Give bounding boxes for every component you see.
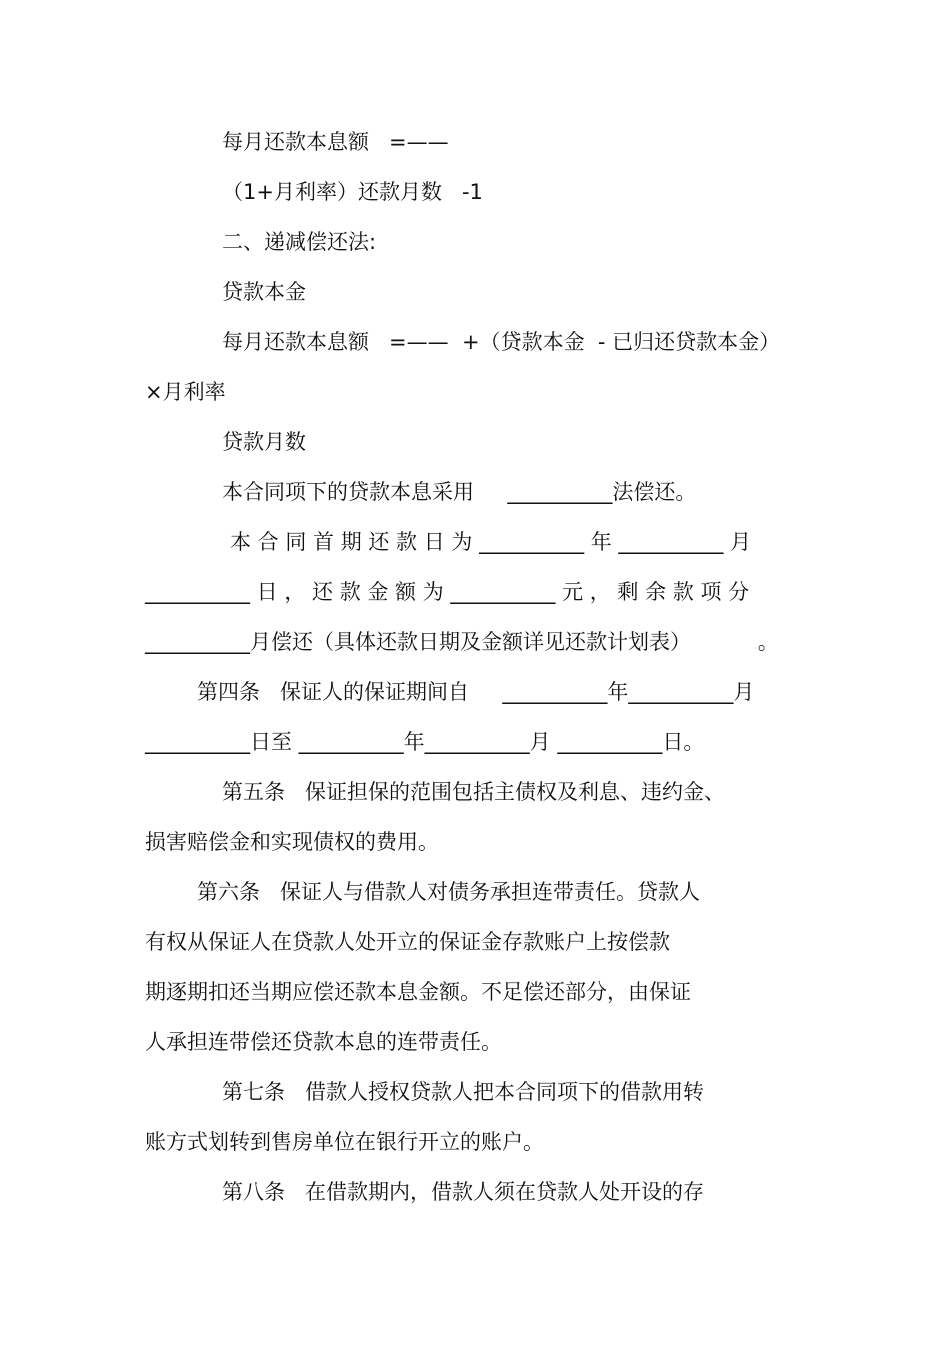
formula-line-3: 贷款本金 (222, 280, 306, 304)
formula-line-6: 贷款月数 (222, 430, 306, 454)
first-repayment-line-2: __________ 日 ， 还 款 金 额 为 __________ 元 ， 剩 余 款 项 分 (145, 580, 750, 604)
formula-line-1: 每月还款本息额 =—— (222, 130, 449, 154)
article-6-line-2: 有权从保证人在贷款人处开立的保证金存款账户上按偿款 (145, 930, 670, 954)
formula-line-2: （1+月利率）还款月数 -1 (222, 180, 483, 204)
article-7-line-1: 第七条 借款人授权贷款人把本合同项下的借款用转 (222, 1080, 705, 1104)
article-5-line-2: 损害赔偿金和实现债权的费用。 (145, 830, 439, 854)
repayment-method-line: 本合同项下的贷款本息采用 __________法偿还。 (222, 480, 697, 504)
formula-line-5: ×月利率 (145, 380, 226, 404)
article-4-line-1: 第四条 保证人的保证期间自 __________年__________月 (197, 680, 755, 704)
article-6-line-4: 人承担连带偿还贷款本息的连带责任。 (145, 1030, 502, 1054)
article-6-line-1: 第六条 保证人与借款人对债务承担连带责任。贷款人 (197, 880, 701, 904)
first-repayment-line-1: 本 合 同 首 期 还 款 日 为 __________ 年 __________ 月 (230, 530, 752, 554)
formula-line-4: 每月还款本息额 =—— +（贷款本金 - 已归还贷款本金） (222, 330, 781, 354)
first-repayment-line-3: __________月偿还（具体还款日期及金额详见还款计划表） 。 (145, 630, 779, 654)
article-8-line-1: 第八条 在借款期内，借款人须在贷款人处开设的存 (222, 1180, 705, 1204)
article-4-line-2: __________日至 __________年__________月 __________日。 (145, 730, 705, 754)
article-5-line-1: 第五条 保证担保的范围包括主债权及利息、违约金、 (222, 780, 726, 804)
article-7-line-2: 账方式划转到售房单位在银行开立的账户。 (145, 1130, 544, 1154)
article-6-line-3: 期逐期扣还当期应偿还款本息金额。不足偿还部分，由保证 (145, 980, 691, 1004)
section-heading: 二、递减偿还法: (222, 230, 377, 254)
